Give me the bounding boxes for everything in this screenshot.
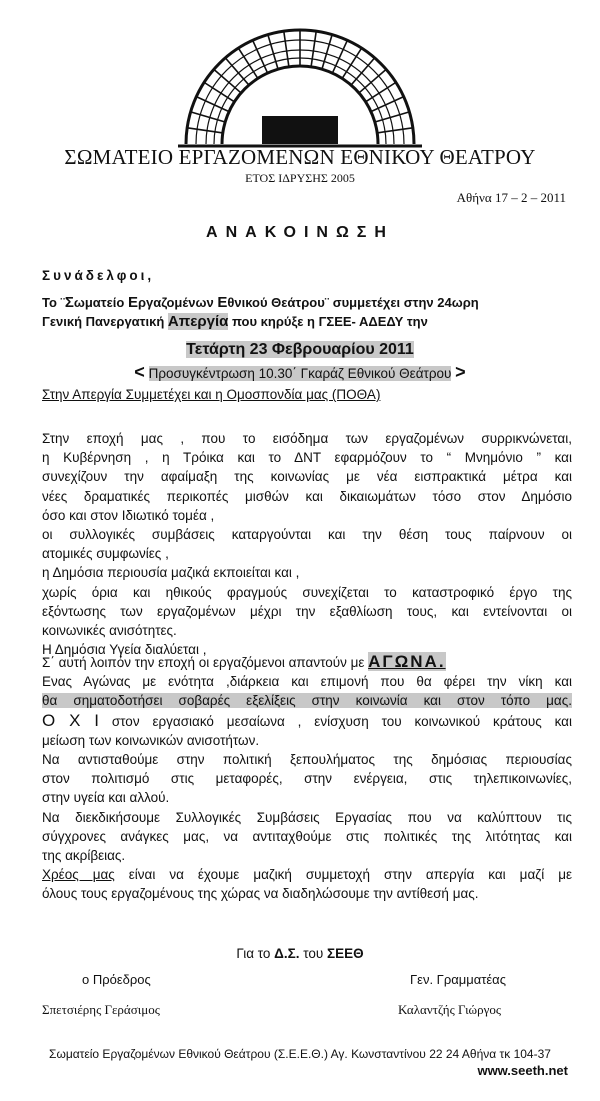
body-line: Η Δημόσια Υγεία διαλύεται , bbox=[42, 642, 207, 658]
document-date: Αθήνα 17 – 2 – 2011 bbox=[456, 190, 566, 205]
body-line: εξόντωσης των εργαζομένων μέχρι την εξαθλίωση τους, και εντείνονται οι bbox=[42, 603, 572, 619]
body-paragraph-1 bbox=[42, 429, 572, 659]
body-line: Ενας Αγώνας με ενότητα ,διάρκεια και επιμονή που θα φέρει την νίκη και bbox=[42, 674, 572, 690]
website-link[interactable]: www.seeth.net bbox=[477, 1063, 568, 1078]
intro-line-2: Γενική Πανεργατική Απεργία που κηρύξε η ΓΣΕΕ- ΑΔΕΔΥ την bbox=[42, 313, 428, 331]
strike-word: Απεργία bbox=[167, 313, 229, 331]
logo-ray bbox=[225, 58, 249, 85]
body-line: Στην εποχή μας , που το εισόδημα των εργαζομένων συρρικνώνεται, bbox=[42, 431, 572, 446]
logo-ray bbox=[366, 82, 396, 101]
gathering-text: Προσυγκέντρωση 10.30΄ Γκαράζ Εθνικού Θεάτρου bbox=[148, 366, 452, 381]
logo-ray bbox=[238, 48, 257, 78]
body-line: η Δημόσια περιουσία μαζικά εκποιείται και , bbox=[42, 565, 300, 581]
body-line: ατομικές συμφωνίες , bbox=[42, 546, 169, 562]
duty-word: Χρέος μας bbox=[42, 867, 115, 883]
intro-line-1: Το ¨Σωματείο Εργαζομένων Εθνικού Θεάτρου¨ συμμετέχει στην 24ωρη bbox=[42, 294, 479, 311]
logo-ray bbox=[359, 69, 386, 93]
body-line: σύγχρονες ανάγκες μας, να αντιταχθούμε στις πολιτικές της λιτότητας και bbox=[42, 828, 572, 844]
body-line: η Κυβέρνηση , η Τρόικα και το ΔΝΤ εφαρμόζουν το “ Μνημόνιο ” και bbox=[42, 450, 572, 466]
logo-ray bbox=[377, 128, 413, 133]
logo-ray bbox=[342, 48, 361, 78]
general-secretary-title: Γεν. Γραμματέας bbox=[410, 972, 506, 987]
theatre-logo bbox=[178, 6, 422, 150]
body-line: στην υγεία και αλλού. bbox=[42, 790, 170, 806]
body-line: Χρέος μας είναι να έχουμε μαζική συμμετοχή στην απεργία και μαζί με bbox=[42, 867, 572, 883]
founded-year: ΕΤΟΣ ΙΔΡΥΣΗΣ 2005 bbox=[245, 171, 355, 185]
greeting: Συνάδελφοι, bbox=[42, 268, 155, 283]
struggle-word: ΑΓΩΝΑ. bbox=[368, 652, 446, 671]
strike-date: Τετάρτη 23 Φεβρουαρίου 2011 bbox=[186, 341, 414, 358]
body-line: όλους τους εργαζομένους της χώρας να διαδηλώσουμε την αντίθεσή μας. bbox=[42, 886, 479, 902]
body-line: κοινωνικές ανισότητες. bbox=[42, 623, 177, 639]
body-line: νέες δραματικές περικοπές μισθών και δικαιωμάτων τόσο στον Δημόσιο bbox=[42, 488, 572, 504]
federation-participation: Στην Απεργία Συμμετέχει και η Ομοσπονδία μας (ΠΟΘΑ) bbox=[42, 387, 381, 402]
president-title: ο Πρόεδρος bbox=[82, 972, 151, 987]
logo-ray bbox=[204, 82, 234, 101]
logo-ray bbox=[351, 58, 375, 85]
president-name: Σπετσιέρης Γεράσιμος bbox=[42, 1002, 160, 1017]
logo-ray bbox=[284, 31, 289, 67]
body-paragraph-2 bbox=[42, 652, 572, 904]
body-line: Ο Χ Ι στον εργασιακό μεσαίωνα , ενίσχυση του κοινωνικού κράτους και bbox=[42, 710, 572, 730]
body-line: Να αντισταθούμε στην πολιτική ξεπουλήματος της δημόσιας περιουσίας bbox=[42, 752, 572, 768]
logo-ray bbox=[214, 69, 241, 93]
body-line: μείωση των κοινωνικών ανισοτήτων. bbox=[42, 732, 260, 748]
body-line: της ακρίβειας. bbox=[42, 848, 126, 864]
gathering-notice: < Προσυγκέντρωση 10.30΄ Γκαράζ Εθνικού Θεάτρου > bbox=[134, 362, 466, 382]
body-line: στον πολιτισμό στις μεταφορές, στην ενέργεια, στις τηλεπικοινωνίες, bbox=[42, 771, 572, 787]
signature-heading: Για το Δ.Σ. του ΣΕΕΘ bbox=[236, 946, 364, 961]
body-line: Να διεκδικήσουμε Συλλογικές Συμβάσεις Εργασίας που να καλύπτουν τις bbox=[42, 809, 572, 825]
body-line: συνεχίζουν την αφαίμαξη της κοινωνίας με νέα εισπρακτικά μέτρα και bbox=[42, 469, 572, 485]
body-line: θα σηματοδοτήσει σοβαρές εξελίξεις στην κοινωνία και στον τόπο μας. bbox=[42, 693, 572, 709]
body-line: όσο και στον Ιδιωτικό τομέα , bbox=[42, 507, 215, 523]
general-secretary-name: Καλαντζής Γιώργος bbox=[398, 1002, 501, 1017]
body-line: χωρίς όρια και ηθικούς φραγμούς συνεχίζεται το καταστροφικό έργο της bbox=[42, 584, 572, 600]
organization-name: ΣΩΜΑΤΕΙΟ ΕΡΓΑΖΟΜΕΝΩΝ ΕΘΝΙΚΟΥ ΘΕΑΤΡΟΥ bbox=[64, 145, 536, 169]
body-line: οι συλλογικές συμβάσεις καταργούνται και την θέση τους παίρνουν οι bbox=[42, 527, 572, 543]
footer-address: Σωματείο Εργαζομένων Εθνικού Θεάτρου (Σ.Ε.Ε.Θ.) Αγ. Κωνσταντίνου 22 24 Αθήνα τκ 104-37 bbox=[49, 1047, 551, 1061]
logo-ray bbox=[187, 128, 223, 133]
intro-paragraph bbox=[42, 293, 572, 331]
body-line: Σ΄ αυτή λοιπόν την εποχή οι εργαζόμενοι απαντούν με ΑΓΩΝΑ. bbox=[42, 652, 446, 671]
document-title: ΑΝΑΚΟΙΝΩΣΗ bbox=[206, 224, 394, 241]
logo-ray bbox=[311, 31, 316, 67]
